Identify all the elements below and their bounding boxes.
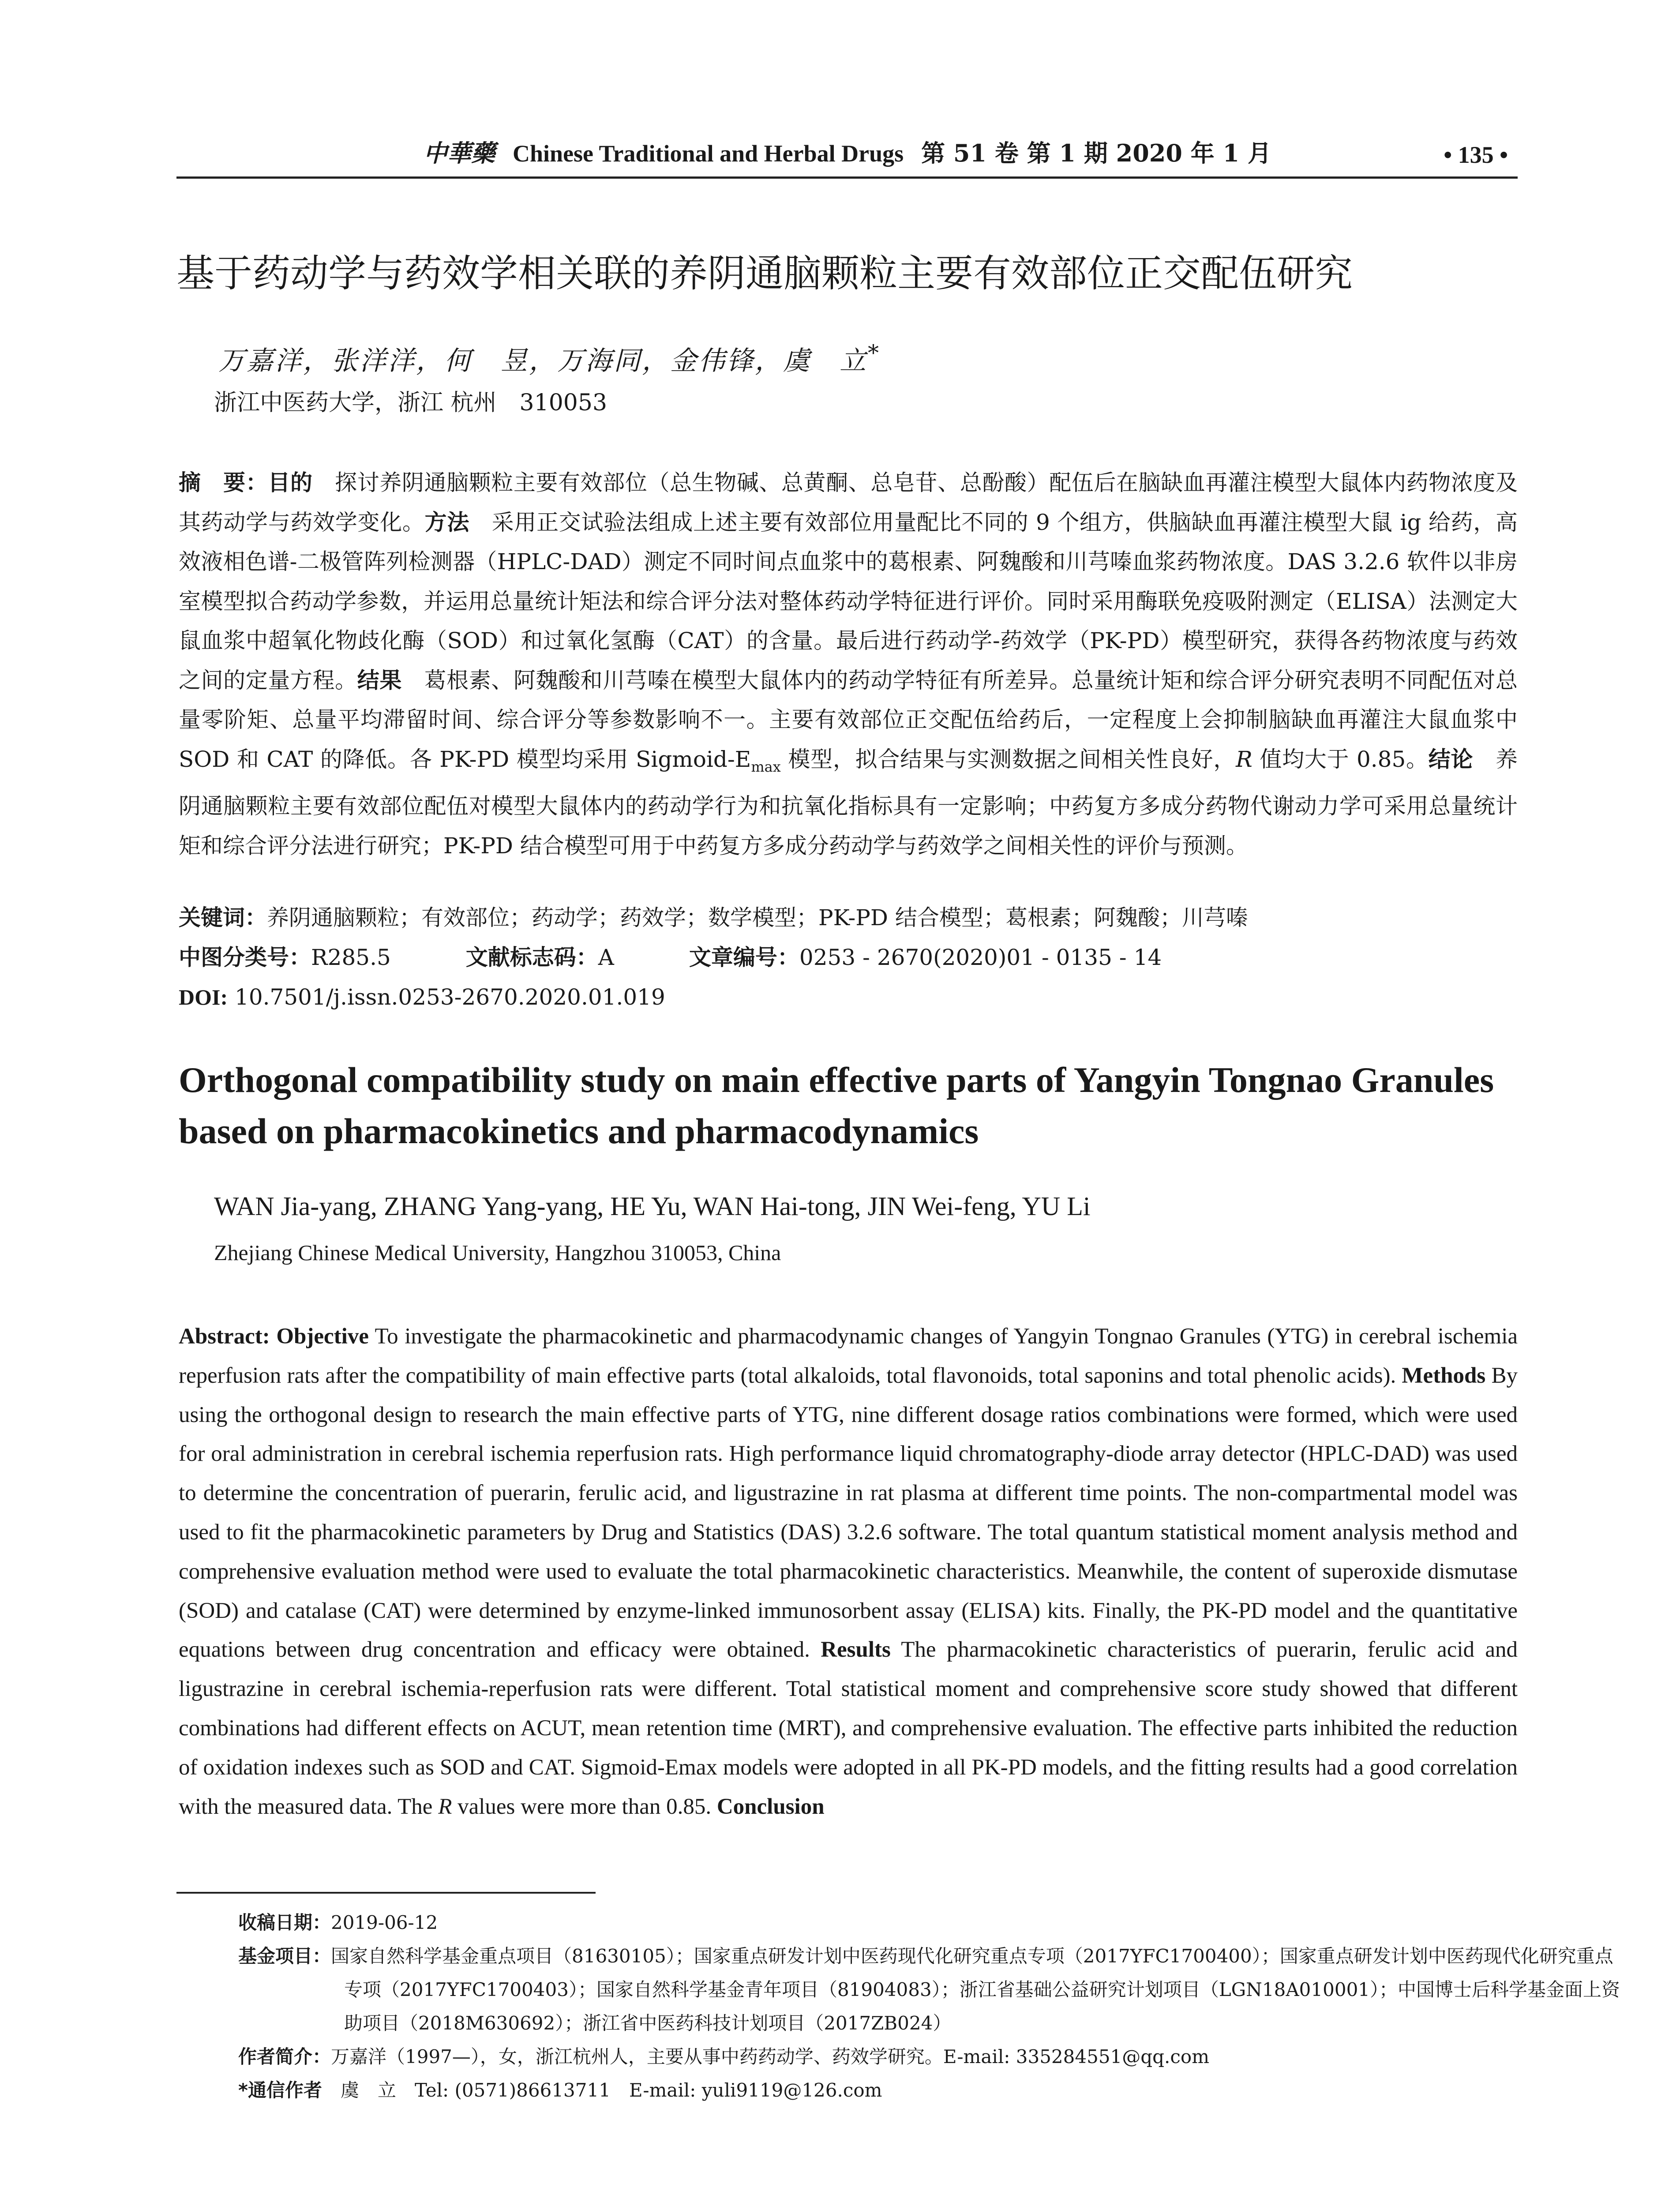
footnote-author (238, 2040, 1518, 2074)
article-no-label: 文章编号： (689, 945, 799, 970)
objective-text: 探讨养阴通脑颗粒主要有效部位（总生物碱、总黄酮、总皂苷、总酚酸）配伍后在脑缺血再灌注模型大鼠体内药物浓度及其药动学与药效学变化。 (179, 470, 1518, 535)
english-abstract (179, 1317, 1518, 1826)
clc-value: R285.5 (311, 945, 391, 970)
conclusion-label-en: Conclusion (711, 1794, 825, 1819)
received-value: 2019-06-12 (331, 1912, 438, 1933)
clc-label: 中图分类号： (179, 945, 311, 970)
author-value: 万嘉洋（1997—），女，浙江杭州人，主要从事中药药动学、药效学研究。E-mail: 335284551@qq.com (331, 2046, 1210, 2067)
doi-line (179, 977, 1518, 1017)
keywords-line (179, 898, 1518, 938)
results-label: 结果 (357, 667, 402, 693)
footnote-received (238, 1906, 1518, 1940)
corresponding-value: 虞 立 Tel: (0571)86613711 E-mail: yuli9119@126.com (322, 2079, 882, 2101)
results-text-a: 葛根素、阿魏酸和川芎嗪在模型大鼠体内的药动学特征有所差异。总量统计矩和综合评分研究表明不同配伍对总量零阶矩、总量平均滞留时间、综合评分等参数影响不一。主要有效部位正交配伍给药后，一定程度上会抑制脑缺血再灌注大鼠血浆中 SOD 和 CAT 的降低。各 PK-PD 模型均采用 Sigmoid-E (179, 667, 1518, 772)
doc-code-value: A (598, 945, 614, 970)
objective-text-en: To investigate the pharmacokinetic and pharmacodynamic changes of Yangyin Tongnao Granules (YTG) in cerebral ischemia reperfusion rats after the compatibility of main effective parts (total alkaloids, total flavonoids, total saponins and total phenolic acids). (179, 1324, 1518, 1388)
footnote-corresponding (238, 2074, 1518, 2107)
journal-title: Chinese Traditional and Herbal Drugs (513, 140, 904, 167)
abstract-label: 摘 要： (179, 470, 268, 495)
objective-label: 目的 (268, 470, 313, 495)
author-label: 作者简介： (238, 2046, 331, 2067)
article-no-value: 0253 - 2670(2020)01 - 0135 - 14 (799, 945, 1162, 970)
corresponding-mark: * (868, 340, 881, 366)
chinese-abstract (179, 463, 1518, 866)
methods-text: 采用正交试验法组成上述主要有效部位用量配比不同的 9 个组方，供脑缺血再灌注模型大鼠 ig 给药，高效液相色谱-二极管阵列检测器（HPLC-DAD）测定不同时间点血浆中的葛根素、阿魏酸和川芎嗪血浆药物浓度。DAS 3.2.6 软件以非房室模型拟合药动学参数，并运用总量统计矩法和综合评分法对整体药动学特征进行评价。同时采用酶联免疫吸附测定（ELISA）法测定大鼠血浆中超氧化物歧化酶（SOD）和过氧化氢酶（CAT）的含量。最后进行药动学-药效学（PK-PD）模型研究，获得各药物浓度与药效之间的定量方程。 (179, 509, 1518, 693)
results-text-b: 模型，拟合结果与实测数据之间相关性良好， (780, 746, 1236, 772)
english-authors: WAN Jia-yang, ZHANG Yang-yang, HE Yu, WAN Hai-tong, JIN Wei-feng, YU Li (214, 1192, 1091, 1221)
chinese-affiliation: 浙江中医药大学，浙江 杭州 310053 (214, 390, 608, 416)
doc-code-label: 文献标志码： (465, 945, 598, 970)
journal-logo: 中華藥 (424, 139, 495, 167)
results-r: R (1236, 746, 1252, 772)
results-r-en: R (438, 1794, 452, 1819)
header-left (424, 135, 1271, 169)
methods-label: 方法 (424, 509, 470, 535)
classification-line (179, 938, 1518, 977)
results-label-en: Results (810, 1637, 891, 1662)
footnote-fund (238, 1940, 1624, 2040)
corresponding-label: *通信作者 (238, 2079, 322, 2101)
results-text-c: 值均大于 0.85。 (1252, 746, 1429, 772)
fund-value: 国家自然科学基金重点项目（81630105）；国家重点研发计划中医药现代化研究重点专项（2017YFC1700400）；国家重点研发计划中医药现代化研究重点专项（2017YFC1700403）；国家自然科学基金青年项目（81904083）；浙江省基础公益研究计划项目（LGN18A010001）；中国博士后科学基金面上资助项目（2018M630692）；浙江省中医药科技计划项目（2017ZB024） (331, 1945, 1620, 2034)
conclusion-text: 养阴通脑颗粒主要有效部位配伍对模型大鼠体内的药动学行为和抗氧化指标具有一定影响；中药复方多成分药物代谢动力学可采用总量统计矩和综合评分法进行研究；PK-PD 结合模型可用于中药复方多成分药动学与药效学之间相关性的评价与预测。 (179, 746, 1518, 859)
results-subscript: max (751, 758, 781, 775)
issue-info: 第 51 卷 第 1 期 2020 年 1 月 (921, 139, 1271, 167)
methods-label-en: Methods (1396, 1363, 1486, 1388)
english-affiliation: Zhejiang Chinese Medical University, Hangzhou 310053, China (214, 1240, 781, 1265)
objective-label-en: Objective (270, 1324, 369, 1349)
results-text-en-b: values were more than 0.85. (452, 1794, 712, 1819)
chinese-authors-text: 万嘉洋，张洋洋，何 昱，万海同，金伟锋，虞 立 (218, 345, 868, 376)
chinese-title: 基于药动学与药效学相关联的养阴通脑颗粒主要有效部位正交配伍研究 (176, 251, 1353, 296)
english-title: Orthogonal compatibility study on main effective parts of Yangyin Tongnao Granules based on pharmacokinetics and pharmacodynamics (179, 1060, 1494, 1151)
doi-value: 10.7501/j.issn.0253-2670.2020.01.019 (228, 984, 665, 1010)
abstract-label-en: Abstract: (179, 1324, 270, 1349)
received-label: 收稿日期： (238, 1912, 331, 1933)
methods-text-en: By using the orthogonal design to research the main effective parts of YTG, nine different dosage ratios combinations were formed, which were used for oral administration in cerebral ischemia reperfusion rats. High performance liquid chromatography-diode array detector (HPLC-DAD) was used to determine the concentration of puerarin, ferulic acid, and ligustrazine in rat plasma at different time points. The non-compartmental model was used to fit the pharmacokinetic parameters by Drug and Statistics (DAS) 3.2.6 software. The total quantum statistical moment analysis method and comprehensive evaluation method were used to evaluate the total pharmacokinetic characteristics. Meanwhile, the content of superoxide dismutase (SOD) and catalase (CAT) were determined by enzyme-linked immunosorbent assay (ELISA) kits. Finally, the PK-PD model and the quantitative equations between drug concentration and efficacy were obtained. (179, 1363, 1518, 1662)
keywords-label: 关键词： (179, 905, 267, 930)
results-text-en-a: The pharmacokinetic characteristics of puerarin, ferulic acid and ligustrazine in cerebral ischemia-reperfusion rats were different. Total statistical moment and comprehensive score study showed that different combinations had different effects on ACUT, mean retention time (MRT), and comprehensive evaluation. The effective parts inhibited the reduction of oxidation indexes such as SOD and CAT. Sigmoid-Emax models were adopted in all PK-PD models, and the fitting results had a good correlation with the measured data. The (179, 1637, 1518, 1819)
chinese-authors (218, 340, 1498, 378)
footnote-rule (176, 1892, 596, 1894)
running-header (176, 135, 1518, 179)
keywords-text: 养阴通脑颗粒；有效部位；药动学；药效学；数学模型；PK-PD 结合模型；葛根素；阿魏酸；川芎嗪 (267, 905, 1248, 930)
doi-label: DOI: (179, 985, 228, 1009)
fund-label: 基金项目： (238, 1945, 331, 1967)
page-number: • 135 • (1444, 142, 1508, 168)
conclusion-label: 结论 (1428, 746, 1474, 772)
